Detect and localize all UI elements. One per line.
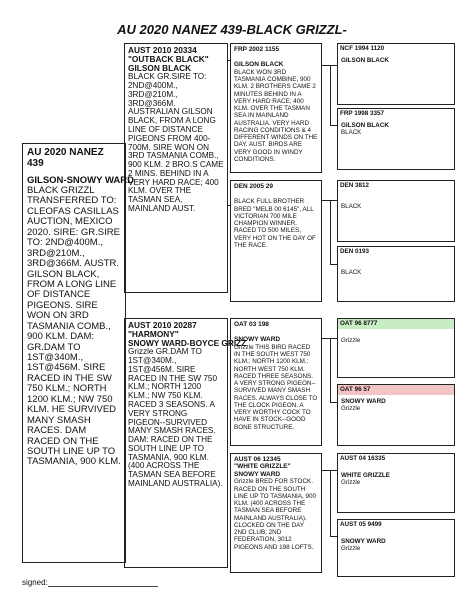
sss-band-number: NCF 1994 1120 [340,45,385,52]
ds-notes: Grizzle THIS BIRD RACED IN THE SOUTH WEST 750 KLM.; NORTH 1200 KLM.; NORTH WEST 750 KLM. RACED THREE SEASONS. A VERY STRONG PIGEON--SURVIVED MANY SMASH RACES. ALWAYS CLOSE TO THE CLOCK PIGEON. A VERY WORTHY COCK TO HAVE IN STOCK--GOOD BONE STRUCTURE. [234,343,318,431]
ds-name: SNOWY WARD [234,336,281,344]
sds-notes: BLACK [341,202,362,210]
ss-notes: BLACK WON 3RD TASMANIA COMBINE, 900 KLM. 2 BROTHERS CAME 2 MINUTES BEHIND IN A VERY HARD RACE; 400 KLM. OVER THE TASMAN SEA IN MAINLAND AUSTRALIA. VERY HARD RACING CONDITIONS & 4 DIFFERENT WINDS ON THE DAY. AUST. BIRDS ARE VERY GOOD IN WINDY CONDITIONS. [234,68,318,163]
ddd-name: SNOWY WARD [341,537,386,545]
connector [228,205,230,206]
dd-name: SNOWY WARD [234,470,281,478]
sds-box [337,180,455,242]
ddd-notes: Grizzle [341,545,361,553]
dam-nickname: "HARMONY" [128,329,179,340]
subject-notes: BLACK GRIZZL TRANSFERRED TO: CLEOFAS CASILLAS AUCTION, MEXICO 2020. SIRE: GR.SIRE TO: 2ND@400M., 3RD@210M., 3RD@366M. AUSTR. GILSON BLACK, FROM A LONG LINE OF DISTANCE PIGEONS. SIRE WON ON 3RD TASMANIA COMB., 900 KLM. DAM: GR.DAM TO 1ST@340M., 1ST@456M. SIRE RACED IN THE SW 750 KLM.; NORTH 1200 KLM.; NW 750 KLM. HE SURVIVED MANY SMASH RACES. DAM RACED ON THE SOUTH LINE UP TO TASMANIA, 900 KLM. [27,185,121,468]
dds-notes: Grizzle [341,479,361,487]
subject-band-number: AU 2020 NANEZ 439 [27,147,104,169]
dsd-box [337,384,455,446]
connector [330,125,337,126]
sss-box [337,43,455,105]
dam-dam-box [230,453,322,573]
sdd-box [337,246,455,302]
sire-nickname: "OUTBACK BLACK" [128,54,209,65]
ds-band-number: OAT 03 198 [234,321,269,328]
dds-name: WHITE GRIZZLE [341,471,390,479]
signature-line [48,586,158,587]
dd-nickname: "WHITE GRIZZLE" [234,463,291,471]
ddd-band-number: AUST 05 9499 [340,521,382,528]
dss-box [337,318,455,378]
sdd-notes: BLACK [341,268,362,276]
ss-band-number: FRP 2002 1155 [234,46,280,53]
dam-box [124,318,247,568]
subject-pedigree-box [22,143,134,563]
ss-name: GILSON BLACK [234,61,284,69]
connector [330,200,331,264]
dam-sire-box [230,318,322,446]
sd-notes: BLACK FULL BROTHER BRED "MELB 00 6145", ALL VICTORIAN 700 MILE CHAMPION WINNER. RACED TO 500 MILES, VERY HOT ON THE DAY OF THE RACE. [234,198,316,249]
page-title: AU 2020 NANEZ 439-BLACK GRIZZL- [117,22,347,37]
sire-box [124,43,228,293]
connector [330,338,331,402]
ssd-band-number: FRP 1998 3357 [340,110,384,117]
sire-band-number: AUST 2010 20334 [128,45,197,55]
dd-band-number: AUST 06 12345 [234,456,281,463]
ddd-box [337,519,455,577]
dds-box [337,453,455,513]
sss-name: GILSON BLACK [341,56,389,64]
sire-dam-box [230,180,322,302]
ssd-box [337,108,455,170]
connector [330,470,331,536]
sdd-band-number: DEN 0193 [340,248,370,255]
signature-label: signed: [22,578,48,587]
dsd-notes: Grizzle [341,405,361,413]
connector [228,60,230,61]
dsd-name: SNOWY WARD [341,397,386,405]
connector [330,402,337,403]
sd-band-number: DEN 2005 29 [234,183,274,190]
ssd-name: GILSON BLACK [341,121,389,129]
subject-name: GILSON-SNOWY WARD [27,175,134,186]
dam-name: SNOWY WARD-BOYCE GRIZZ [128,338,247,349]
sds-band-number: DEN 3812 [340,182,370,189]
connector [330,264,337,265]
sire-sire-box [230,43,322,173]
ssd-notes: BLACK [341,129,362,137]
dam-band-number: AUST 2010 20287 [128,320,197,330]
dss-notes: Grizzle [341,336,361,344]
dds-band-number: AUST 04 16335 [340,455,386,462]
dam-notes: Grizzle GR.DAM TO 1ST@340M., 1ST@456M. SIRE RACED IN THE SW 750 KLM.; NORTH 1200 KLM.; NW 750 KLM. RACED 3 SEASONS. A VERY STRONG PIGEON--SURVIVED MANY SMASH RACES. DAM: RACED ON THE SOUTH LINE UP TO TASMANIA, 900 KLM. (400 ACROSS THE TASMAN SEA BEFORE MAINLAND AUSTRALIA). [128,347,223,488]
dsd-band-number: OAT 96 57 [338,385,454,395]
sire-name: GILSON BLACK [128,63,192,74]
sire-notes: BLACK GR.SIRE TO: 2ND@400M., 3RD@210M., 3RD@366M. AUSTRALIAN GILSON BLACK, FROM A LONG LINE OF DISTANCE PIGEONS FROM 400-700M. SIRE WON ON 3RD TASMANIA COMB., 900 KLM. 2 BRO.S CAME 2 MINS. BEHIND IN A VERY HARD RACE; 400 KLM. OVER THE TASMAN SEA, MAINLAND AUST. [128,72,224,213]
connector [330,65,331,125]
connector [330,536,337,537]
dss-band-number: OAT 96 8777 [338,319,454,329]
dd-notes: Grizzle BRED FOR STOCK. RACED ON THE SOUTH LINE UP TO TASMANIA, 900 KLM. (400 ACROSS THE TASMAN SEA BEFORE MAINLAND AUSTRALIA). CLOCKED ON THE DAY 2ND CLUB, 2ND FEDERATION, 3012 PIGEONS AND 198 LOFTS. [234,478,317,551]
